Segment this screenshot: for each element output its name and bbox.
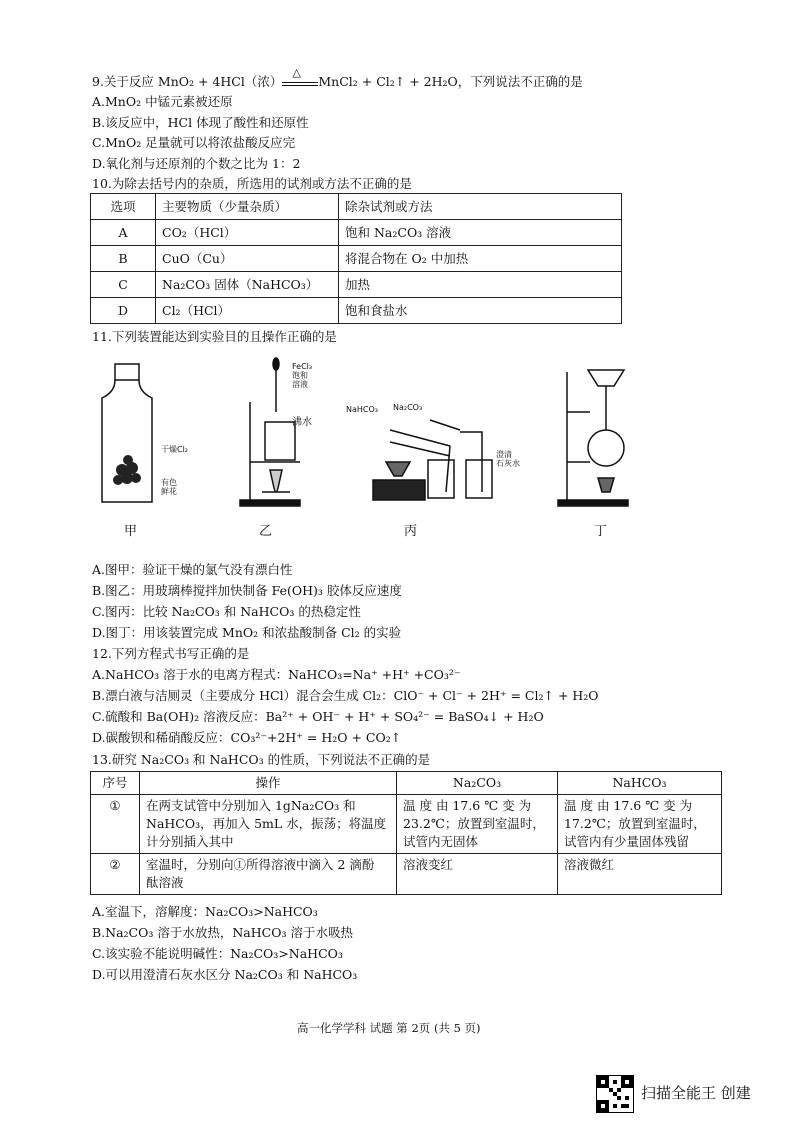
q10-cell: 将混合物在 O₂ 中加热 (339, 246, 622, 272)
bottle-apparatus (102, 364, 152, 502)
q13-cell: 溶液微红 (558, 854, 722, 895)
figure-label-bing: 丙 (404, 524, 418, 539)
q11-option-d: D.图丁：用该装置完成 MnO₂ 和浓盐酸制备 Cl₂ 的实验 (92, 625, 402, 640)
q13-stem: 13.研究 Na₂CO₃ 和 NaHCO₃ 的性质，下列说法不正确的是 (92, 752, 431, 767)
q9-stem: 9.关于反应 MnO₂ + 4HCl（浓） △ MnCl₂ + Cl₂↑ + 2H₂O，下列说法不正确的是 (92, 66, 583, 89)
q13-cell: 在两支试管中分别加入 1gNa₂CO₃ 和 NaHCO₃，再加入 5mL 水，振荡；将温度 计分别插入其中 (140, 795, 397, 854)
q13-option-d: D.可以用澄清石灰水区分 Na₂CO₃ 和 NaHCO₃ (92, 967, 358, 982)
label-boiling-water: 沸水 (292, 417, 312, 428)
q10-cell: D (91, 298, 156, 324)
q10-cell: Cl₂（HCl） (156, 298, 339, 324)
q11-option-b: B.图乙：用玻璃棒搅拌加快制备 Fe(OH)₃ 胶体反应速度 (92, 583, 402, 598)
q11-stem: 11.下列装置能达到实验目的且操作正确的是 (92, 329, 337, 344)
q11-option-c: C.图丙：比较 Na₂CO₃ 和 NaHCO₃ 的热稳定性 (92, 604, 361, 619)
q13-cell: 室温时，分别向①所得溶液中滴入 2 滴酚 酞溶液 (140, 854, 397, 895)
q10-header-option: 选项 (91, 194, 156, 220)
q10-header-method: 除杂试剂或方法 (339, 194, 622, 220)
table-row (91, 246, 622, 272)
q9-option-a: A.MnO₂ 中锰元素被还原 (92, 94, 233, 109)
q11-option-a: A.图甲：验证干燥的氯气没有漂白性 (92, 562, 293, 577)
q10-cell: CO₂（HCl） (156, 220, 339, 246)
flask-apparatus (558, 370, 628, 506)
q9-option-d: D.氧化剂与还原剂的个数之比为 1：2 (92, 156, 301, 171)
q13-cell: 温 度 由 17.6 ℃ 变 为 23.2℃；放置到室温时， 试管内无固体 (397, 795, 558, 854)
q13-cell: ① (91, 795, 140, 854)
q10-cell: B (91, 246, 156, 272)
label-nahco3: NaHCO₃ (346, 405, 378, 414)
q10-cell: CuO（Cu） (156, 246, 339, 272)
q13-table (90, 771, 722, 895)
q13-header-nahco3: NaHCO₃ (558, 772, 722, 795)
q9-option-c: C.MnO₂ 足量就可以将浓盐酸反应完 (92, 135, 296, 150)
q12-option-c: C.硫酸和 Ba(OH)₂ 溶液反应：Ba²⁺ + OH⁻ + H⁺ + SO₄²⁻ = BaSO₄↓ + H₂O (92, 709, 544, 724)
figure-label-yi: 乙 (259, 524, 273, 539)
beaker-stand-apparatus (240, 358, 300, 506)
q10-cell: C (91, 272, 156, 298)
q10-table (90, 193, 622, 324)
label-flower: 有色 鲜花 (161, 478, 177, 496)
scanner-brand: 扫描全能王 创建 (641, 1084, 751, 1102)
q13-header-op: 操作 (140, 772, 397, 795)
label-dry-cl2: 干燥Cl₂ (161, 445, 189, 454)
q13-header-no: 序号 (91, 772, 140, 795)
q10-stem: 10.为除去括号内的杂质，所选用的试剂或方法不正确的是 (92, 176, 412, 191)
q13-option-a: A.室温下，溶解度：Na₂CO₃>NaHCO₃ (92, 904, 318, 919)
q9-option-b: B.该反应中，HCl 体现了酸性和还原性 (92, 115, 309, 130)
label-fecl3: FeCl₃ 饱和 溶液 (292, 362, 313, 389)
q13-header-na2co3: Na₂CO₃ (397, 772, 558, 795)
q10-cell: Na₂CO₃ 固体（NaHCO₃） (156, 272, 339, 298)
qr-code-icon (596, 1075, 634, 1113)
heat-condition: △ (292, 66, 301, 79)
table-row (91, 795, 722, 854)
q12-stem: 12.下列方程式书写正确的是 (92, 646, 250, 661)
page-footer: 高一化学学科 试题 第 2页 (共 5 页) (297, 1021, 481, 1035)
table-row (91, 298, 622, 324)
q13-option-b: B.Na₂CO₃ 溶于水放热，NaHCO₃ 溶于水吸热 (92, 925, 353, 940)
table-row (91, 272, 622, 298)
table-row (91, 854, 722, 895)
q10-cell: 饱和食盐水 (339, 298, 622, 324)
label-na2co3: Na₂CO₃ (393, 403, 423, 412)
q12-option-a: A.NaHCO₃ 溶于水的电离方程式：NaHCO₃=Na⁺ +H⁺ +CO₃²⁻ (92, 667, 461, 682)
figure-label-jia: 甲 (124, 524, 138, 539)
table-row (91, 220, 622, 246)
figure-label-ding: 丁 (594, 524, 608, 539)
q12-option-d: D.碳酸钡和稀硝酸反应：CO₃²⁻+2H⁺ = H₂O + CO₂↑ (92, 730, 402, 745)
q13-cell: 溶液变红 (397, 854, 558, 895)
q10-cell: A (91, 220, 156, 246)
q12-option-b: B.漂白液与洁厕灵（主要成分 HCl）混合会生成 Cl₂：ClO⁻ + Cl⁻ + 2H⁺ = Cl₂↑ + H₂O (92, 688, 599, 703)
label-limewater: 澄清 石灰水 (496, 450, 520, 468)
q10-cell: 饱和 Na₂CO₃ 溶液 (339, 220, 622, 246)
q10-header-substance: 主要物质（少量杂质） (156, 194, 339, 220)
q13-option-c: C.该实验不能说明碱性：Na₂CO₃>NaHCO₃ (92, 946, 343, 961)
q13-cell: ② (91, 854, 140, 895)
flower-icon (113, 455, 141, 485)
test-tube-apparatus (373, 420, 492, 500)
q13-cell: 温 度 由 17.6 ℃ 变 为 17.2℃；放置到室温时， 试管内有少量固体残留 (558, 795, 722, 854)
q10-cell: 加热 (339, 272, 622, 298)
